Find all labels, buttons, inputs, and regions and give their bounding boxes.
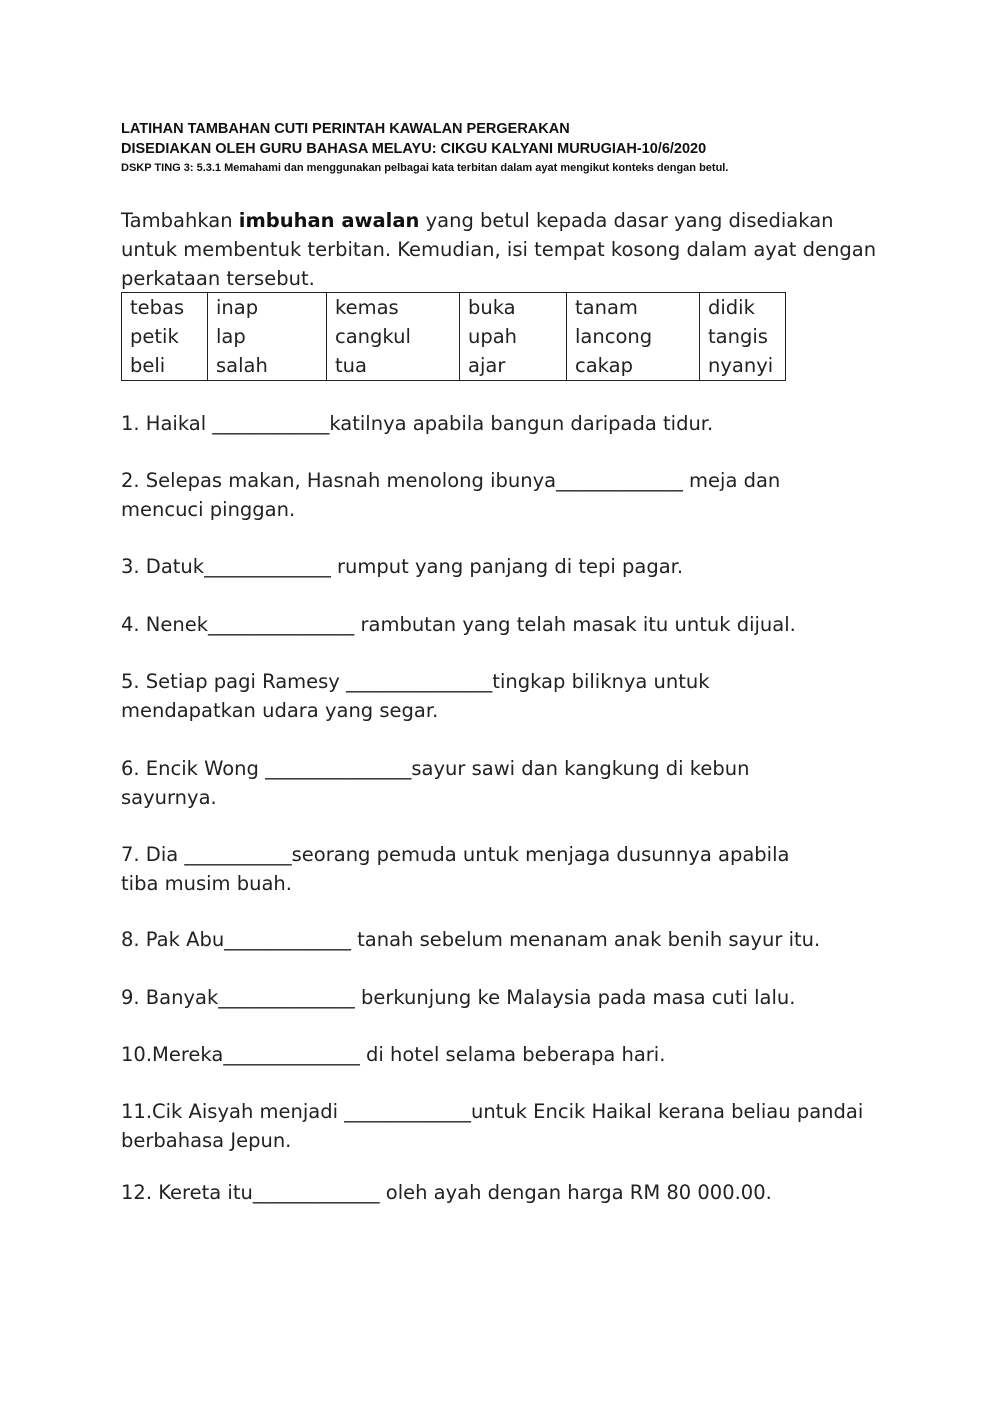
root-word: cangkul: [335, 325, 411, 348]
header-title: LATIHAN TAMBAHAN CUTI PERINTAH KAWALAN PERGERAKAN: [121, 121, 570, 137]
question-4: 4. Nenek_______________ rambutan yang telah masak itu untuk dijual.: [121, 613, 796, 636]
root-word: tebas: [130, 296, 185, 319]
root-word: upah: [468, 325, 518, 348]
root-word-column: [122, 293, 208, 381]
root-word: tanam: [575, 296, 638, 319]
question-3: 3. Datuk_____________ rumput yang panjang di tepi pagar.: [121, 555, 684, 578]
root-word: lap: [216, 325, 246, 348]
question-1: 1. Haikal ____________katilnya apabila bangun daripada tidur.: [121, 412, 714, 435]
root-word-column: [460, 293, 567, 381]
header-dskp: DSKP TING 3: 5.3.1 Memahami dan menggunakan pelbagai kata terbitan dalam ayat mengikut konteks dengan betul.: [121, 162, 729, 174]
root-word-column: [700, 293, 786, 381]
question-7: 7. Dia ___________seorang pemuda untuk menjaga dusunnya apabila tiba musim buah.: [121, 843, 790, 895]
question-11: 11.Cik Aisyah menjadi _____________untuk Encik Haikal kerana beliau pandai berbahasa Jepun.: [121, 1100, 864, 1152]
root-word: petik: [130, 325, 179, 348]
root-word-column: [208, 293, 327, 381]
header-author: DISEDIAKAN OLEH GURU BAHASA MELAYU: CIKGU KALYANI MURUGIAH-10/6/2020: [121, 141, 707, 157]
root-word-table: [121, 292, 786, 381]
root-word-row: [122, 293, 786, 381]
root-word: tangis: [708, 325, 768, 348]
root-word: kemas: [335, 296, 399, 319]
question-9: 9. Banyak______________ berkunjung ke Malaysia pada masa cuti lalu.: [121, 986, 796, 1009]
root-word: nyanyi: [708, 354, 774, 377]
root-word: inap: [216, 296, 259, 319]
question-6: 6. Encik Wong _______________sayur sawi dan kangkung di kebun sayurnya.: [121, 757, 750, 809]
root-word-column: [567, 293, 700, 381]
root-word: salah: [216, 354, 268, 377]
instruction-text: [121, 206, 881, 293]
question-12: 12. Kereta itu_____________ oleh ayah dengan harga RM 80 000.00.: [121, 1181, 772, 1204]
root-word-column: [327, 293, 460, 381]
root-word: cakap: [575, 354, 633, 377]
root-word: tua: [335, 354, 367, 377]
question-10: 10.Mereka______________ di hotel selama beberapa hari.: [121, 1043, 666, 1066]
root-word: didik: [708, 296, 755, 319]
instruction-bold: imbuhan awalan: [238, 209, 420, 232]
root-word: beli: [130, 354, 166, 377]
root-word: ajar: [468, 354, 506, 377]
root-word: buka: [468, 296, 516, 319]
question-5: 5. Setiap pagi Ramesy _______________tingkap biliknya untuk mendapatkan udara yang segar.: [121, 670, 710, 722]
question-8: 8. Pak Abu_____________ tanah sebelum menanam anak benih sayur itu.: [121, 928, 821, 951]
instruction-start: Tambahkan: [121, 209, 239, 232]
question-2: 2. Selepas makan, Hasnah menolong ibunya_____________ meja dan mencuci pinggan.: [121, 469, 781, 521]
instruction-end: yang betul kepada dasar yang disediakan untuk membentuk terbitan. Kemudian, isi tempat kosong dalam ayat dengan perkataan tersebut.: [121, 209, 877, 290]
root-word: lancong: [575, 325, 653, 348]
